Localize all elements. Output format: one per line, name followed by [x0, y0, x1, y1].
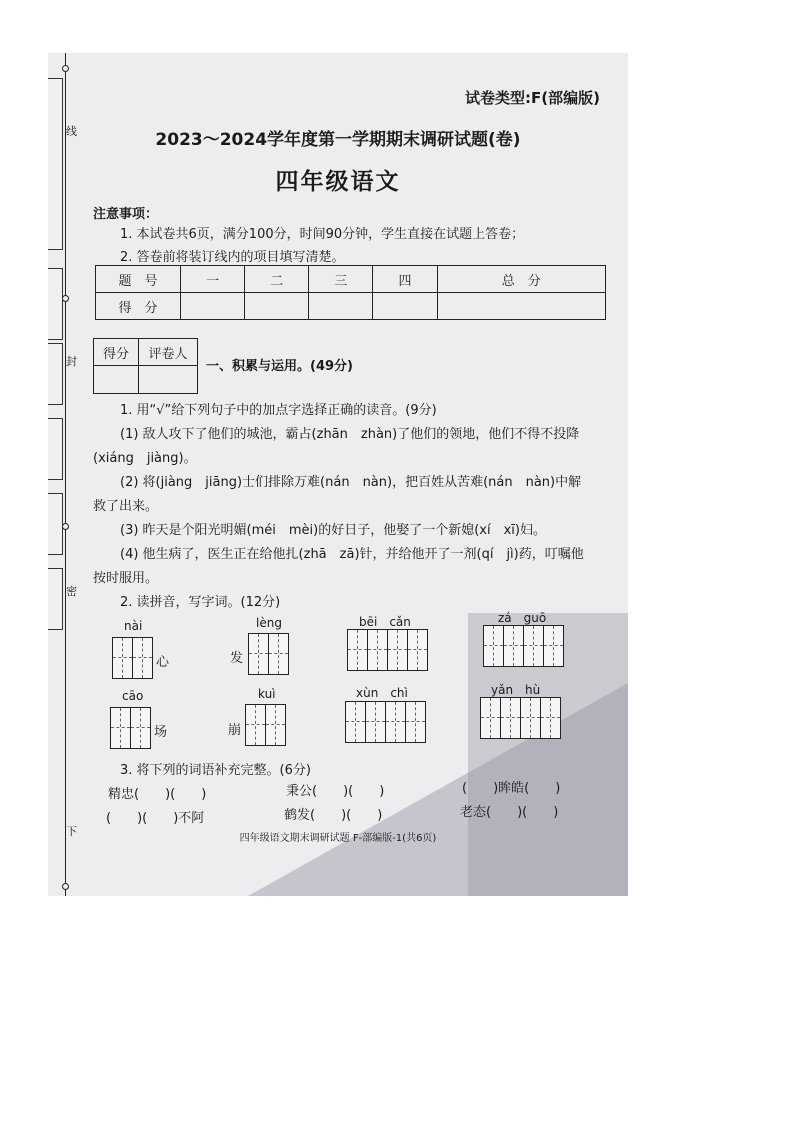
margin-label: 下 [66, 825, 77, 838]
table-header: 三 [309, 266, 373, 293]
question-line: (4) 他生病了，医生正在给他扎(zhā zā)针，并给他开了一剂(qí jì)药，叮嘱他 [120, 547, 584, 562]
grader-cell[interactable] [139, 366, 198, 394]
word-prefix: 发 [230, 651, 244, 666]
grader-score-cell[interactable] [94, 366, 139, 394]
question-title: 1. 用“√”给下列句子中的加点字选择正确的读音。(9分) [120, 403, 437, 418]
margin-label: 线 [66, 125, 77, 138]
grader-table [93, 338, 198, 394]
writing-grid[interactable] [248, 633, 289, 675]
binding-box [48, 493, 63, 555]
pinyin: lèng [256, 616, 282, 630]
margin-label: 密 [66, 585, 77, 598]
score-cell[interactable] [181, 293, 245, 320]
score-cell[interactable] [437, 293, 605, 320]
writing-grid[interactable] [347, 629, 428, 671]
binding-dot [62, 883, 69, 890]
margin-label: 封 [66, 355, 77, 368]
pinyin: cāo [122, 689, 144, 703]
binding-box [48, 343, 63, 405]
question-line: 救了出来。 [93, 499, 159, 514]
table-header: 四 [373, 266, 437, 293]
score-table [95, 265, 606, 320]
grader-label: 评卷人 [139, 339, 198, 366]
pinyin: xùn chì [356, 686, 408, 700]
question-line: (2) 将(jiàng jiāng)士们排除万难(nán nàn)，把百姓从苦难(nán nàn)中解 [120, 475, 582, 490]
writing-grid[interactable] [245, 704, 286, 746]
word-suffix: 心 [156, 655, 170, 670]
question-line: (1) 敌人攻下了他们的城池，霸占(zhān zhàn)了他们的领地，他们不得不投降 [120, 427, 580, 442]
idiom-blank[interactable]: 精忠( )( ) [108, 787, 207, 802]
page-footer: 四年级语文期末调研试题 F-部编版-1(共6页) [239, 833, 437, 844]
question-title: 2. 读拼音，写字词。(12分) [120, 595, 281, 610]
binding-box [48, 268, 63, 340]
table-header: 二 [245, 266, 309, 293]
idiom-blank[interactable]: 秉公( )( ) [286, 784, 385, 799]
score-cell[interactable] [245, 293, 309, 320]
binding-dot [62, 523, 69, 530]
notes-heading: 注意事项： [93, 207, 159, 222]
pinyin: nài [124, 619, 143, 633]
exam-subtitle: 四年级语文 [275, 169, 401, 195]
writing-grid[interactable] [112, 637, 153, 679]
question-line: (3) 昨天是个阳光明媚(méi mèi)的好日子，他娶了一个新媳(xí xī)妇。 [120, 523, 546, 538]
idiom-blank[interactable]: ( )眸皓( ) [462, 781, 561, 796]
grader-score-label: 得分 [94, 339, 139, 366]
idiom-blank[interactable]: 鹤发( )( ) [284, 808, 383, 823]
word-suffix: 场 [154, 725, 168, 740]
table-header: 题 号 [96, 266, 181, 293]
binding-dot [62, 295, 69, 302]
question-line: (xiáng jiàng)。 [93, 451, 197, 466]
note-line: 1. 本试卷共6页，满分100分，时间90分钟，学生直接在试题上答卷； [120, 227, 525, 242]
exam-title: 2023～2024学年度第一学期期末调研试题(卷) [155, 130, 521, 150]
pinyin: yǎn hù [491, 683, 541, 697]
binding-dot [62, 65, 69, 72]
table-header: 总 分 [437, 266, 605, 293]
question-line: 按时服用。 [93, 571, 159, 586]
writing-grid[interactable] [480, 697, 561, 739]
binding-box [48, 418, 63, 480]
idiom-blank[interactable]: ( )( )不阿 [106, 811, 205, 826]
pinyin: bēi cǎn [359, 615, 411, 629]
idiom-blank[interactable]: 老态( )( ) [460, 805, 559, 820]
writing-grid[interactable] [345, 701, 426, 743]
question-title: 3. 将下列的词语补充完整。(6分) [120, 763, 311, 778]
score-cell[interactable] [373, 293, 437, 320]
writing-grid[interactable] [483, 625, 564, 667]
binding-box [48, 568, 63, 630]
pinyin: zá guō [498, 611, 547, 625]
exam-type: 试卷类型:F(部编版) [465, 89, 600, 107]
score-cell[interactable] [309, 293, 373, 320]
exam-paper [48, 53, 628, 896]
section-heading: 一、积累与运用。(49分) [206, 359, 353, 374]
word-prefix: 崩 [228, 723, 242, 738]
table-row-label: 得 分 [96, 293, 181, 320]
pinyin: kuì [258, 687, 276, 701]
writing-grid[interactable] [110, 707, 151, 749]
table-header: 一 [181, 266, 245, 293]
note-line: 2. 答卷前将装订线内的项目填写清楚。 [120, 250, 345, 265]
